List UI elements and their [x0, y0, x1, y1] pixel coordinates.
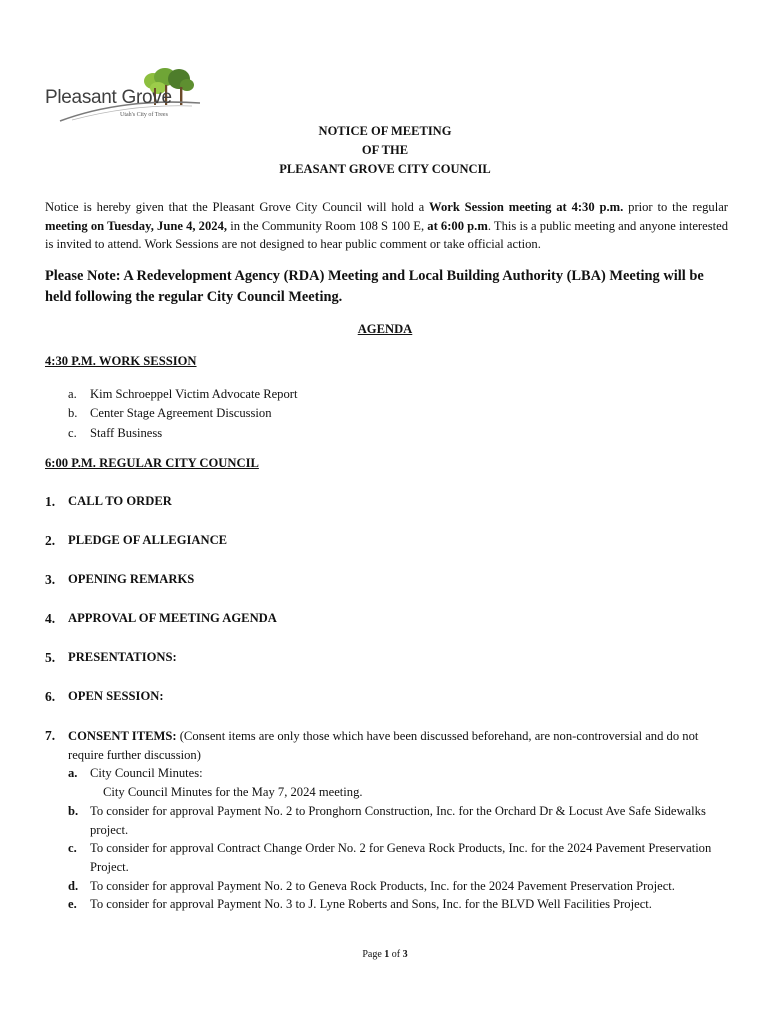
item-number: 6.	[45, 689, 56, 704]
page-footer	[0, 949, 770, 960]
footer-page-word: Page	[362, 949, 385, 960]
notice-bold: at 6:00 p.m	[427, 218, 488, 233]
item-number: 4.	[45, 611, 56, 626]
item-text: OPEN SESSION:	[68, 689, 164, 703]
item-text: PLEDGE OF ALLEGIANCE	[68, 533, 228, 547]
notice-text: prior to the regular	[623, 200, 728, 214]
footer-of-word: of	[389, 949, 403, 960]
work-session-heading: 4:30 P.M. WORK SESSION	[45, 354, 197, 368]
agenda-item	[45, 572, 194, 588]
agenda-item	[45, 611, 277, 627]
consent-item	[68, 839, 730, 876]
item-text: City Council Minutes:	[90, 766, 203, 781]
notice-paragraph	[45, 198, 728, 254]
agenda-item	[45, 650, 177, 666]
item-text: To consider for approval Payment No. 2 to Pronghorn Construction, Inc. for the Orchard Dr & Locust Ave Safe Sidewalks project.	[90, 803, 706, 837]
title-line-3: PLEASANT GROVE CITY COUNCIL	[279, 162, 491, 176]
consent-description	[68, 727, 730, 764]
consent-desc-text: (Consent items are only those which have been discussed beforehand, are non-controversial and do not require further discussion)	[68, 729, 699, 762]
item-number: 7.	[45, 728, 56, 743]
notice-text: . This is a public meeting and anyone interested is invited to attend. Work Sessions are not designed to hear public comment or take official action.	[45, 218, 728, 252]
logo-tagline: Utah's City of Trees	[120, 112, 168, 118]
item-number: 5.	[45, 650, 56, 665]
agenda-heading: AGENDA	[357, 322, 413, 336]
consent-items	[45, 727, 730, 914]
notice-bold: meeting on Tuesday, June 4, 2024,	[45, 218, 228, 233]
consent-item	[68, 764, 730, 783]
list-item	[68, 404, 297, 423]
consent-item	[68, 802, 730, 839]
notice-bold: Work Session meeting at 4:30 p.m.	[429, 200, 624, 214]
city-logo	[42, 66, 202, 126]
item-number: 1.	[45, 494, 56, 509]
notice-text: Notice is hereby given that the Pleasant Grove City Council will hold a	[45, 200, 430, 214]
item-letter: e.	[68, 897, 77, 912]
item-text: Center Stage Agreement Discussion	[90, 406, 272, 421]
regular-council-heading: 6:00 P.M. REGULAR CITY COUNCIL	[45, 456, 259, 470]
item-number: 3.	[45, 572, 56, 587]
item-text: CALL TO ORDER	[68, 494, 172, 508]
item-text: Kim Schroeppel Victim Advocate Report	[90, 387, 298, 401]
list-item	[68, 424, 297, 443]
agenda-item	[45, 689, 164, 705]
page-title	[0, 122, 770, 179]
item-letter: c.	[68, 425, 77, 440]
item-text: To consider for approval Payment No. 3 to J. Lyne Roberts and Sons, Inc. for the BLVD Well Facilities Project.	[90, 897, 652, 912]
agenda-item	[45, 494, 172, 510]
item-letter: a.	[68, 387, 77, 401]
page-number: 1	[384, 949, 390, 960]
title-line-2: OF THE	[361, 143, 409, 157]
item-number: 2.	[45, 533, 56, 548]
item-letter: d.	[68, 878, 79, 893]
item-text: OPENING REMARKS	[68, 572, 195, 586]
consent-subitem: City Council Minutes for the May 7, 2024 meeting.	[103, 785, 363, 800]
please-note: Please Note: A Redevelopment Agency (RDA) Meeting and Local Building Authority (LBA) Meeting will be held following the regular City Council Meeting.	[45, 268, 704, 305]
agenda-item	[45, 533, 227, 549]
consent-heading: CONSENT ITEMS:	[68, 729, 177, 743]
item-text: To consider for approval Payment No. 2 to Geneva Rock Products, Inc. for the 2024 Pavement Preservation Project.	[90, 878, 675, 893]
item-letter: c.	[68, 841, 77, 856]
consent-header	[45, 727, 730, 764]
item-letter: b.	[68, 803, 79, 818]
logo-wordmark: Pleasant Grove	[45, 87, 172, 108]
item-text: Staff Business	[90, 425, 163, 440]
notice-text: in the Community Room 108 S 100 E,	[227, 218, 428, 233]
work-session-list	[68, 385, 297, 443]
title-line-1: NOTICE OF MEETING	[318, 124, 452, 138]
item-letter: b.	[68, 406, 78, 421]
list-item	[68, 385, 297, 404]
consent-item	[68, 895, 730, 914]
page-total: 3	[402, 949, 408, 960]
consent-item	[68, 877, 730, 896]
item-text: To consider for approval Contract Change Order No. 2 for Geneva Rock Products, Inc. for the 2024 Pavement Preservation Project.	[90, 841, 712, 874]
item-text: PRESENTATIONS:	[68, 650, 177, 664]
item-text: APPROVAL OF MEETING AGENDA	[68, 611, 277, 625]
item-letter: a.	[68, 766, 78, 781]
